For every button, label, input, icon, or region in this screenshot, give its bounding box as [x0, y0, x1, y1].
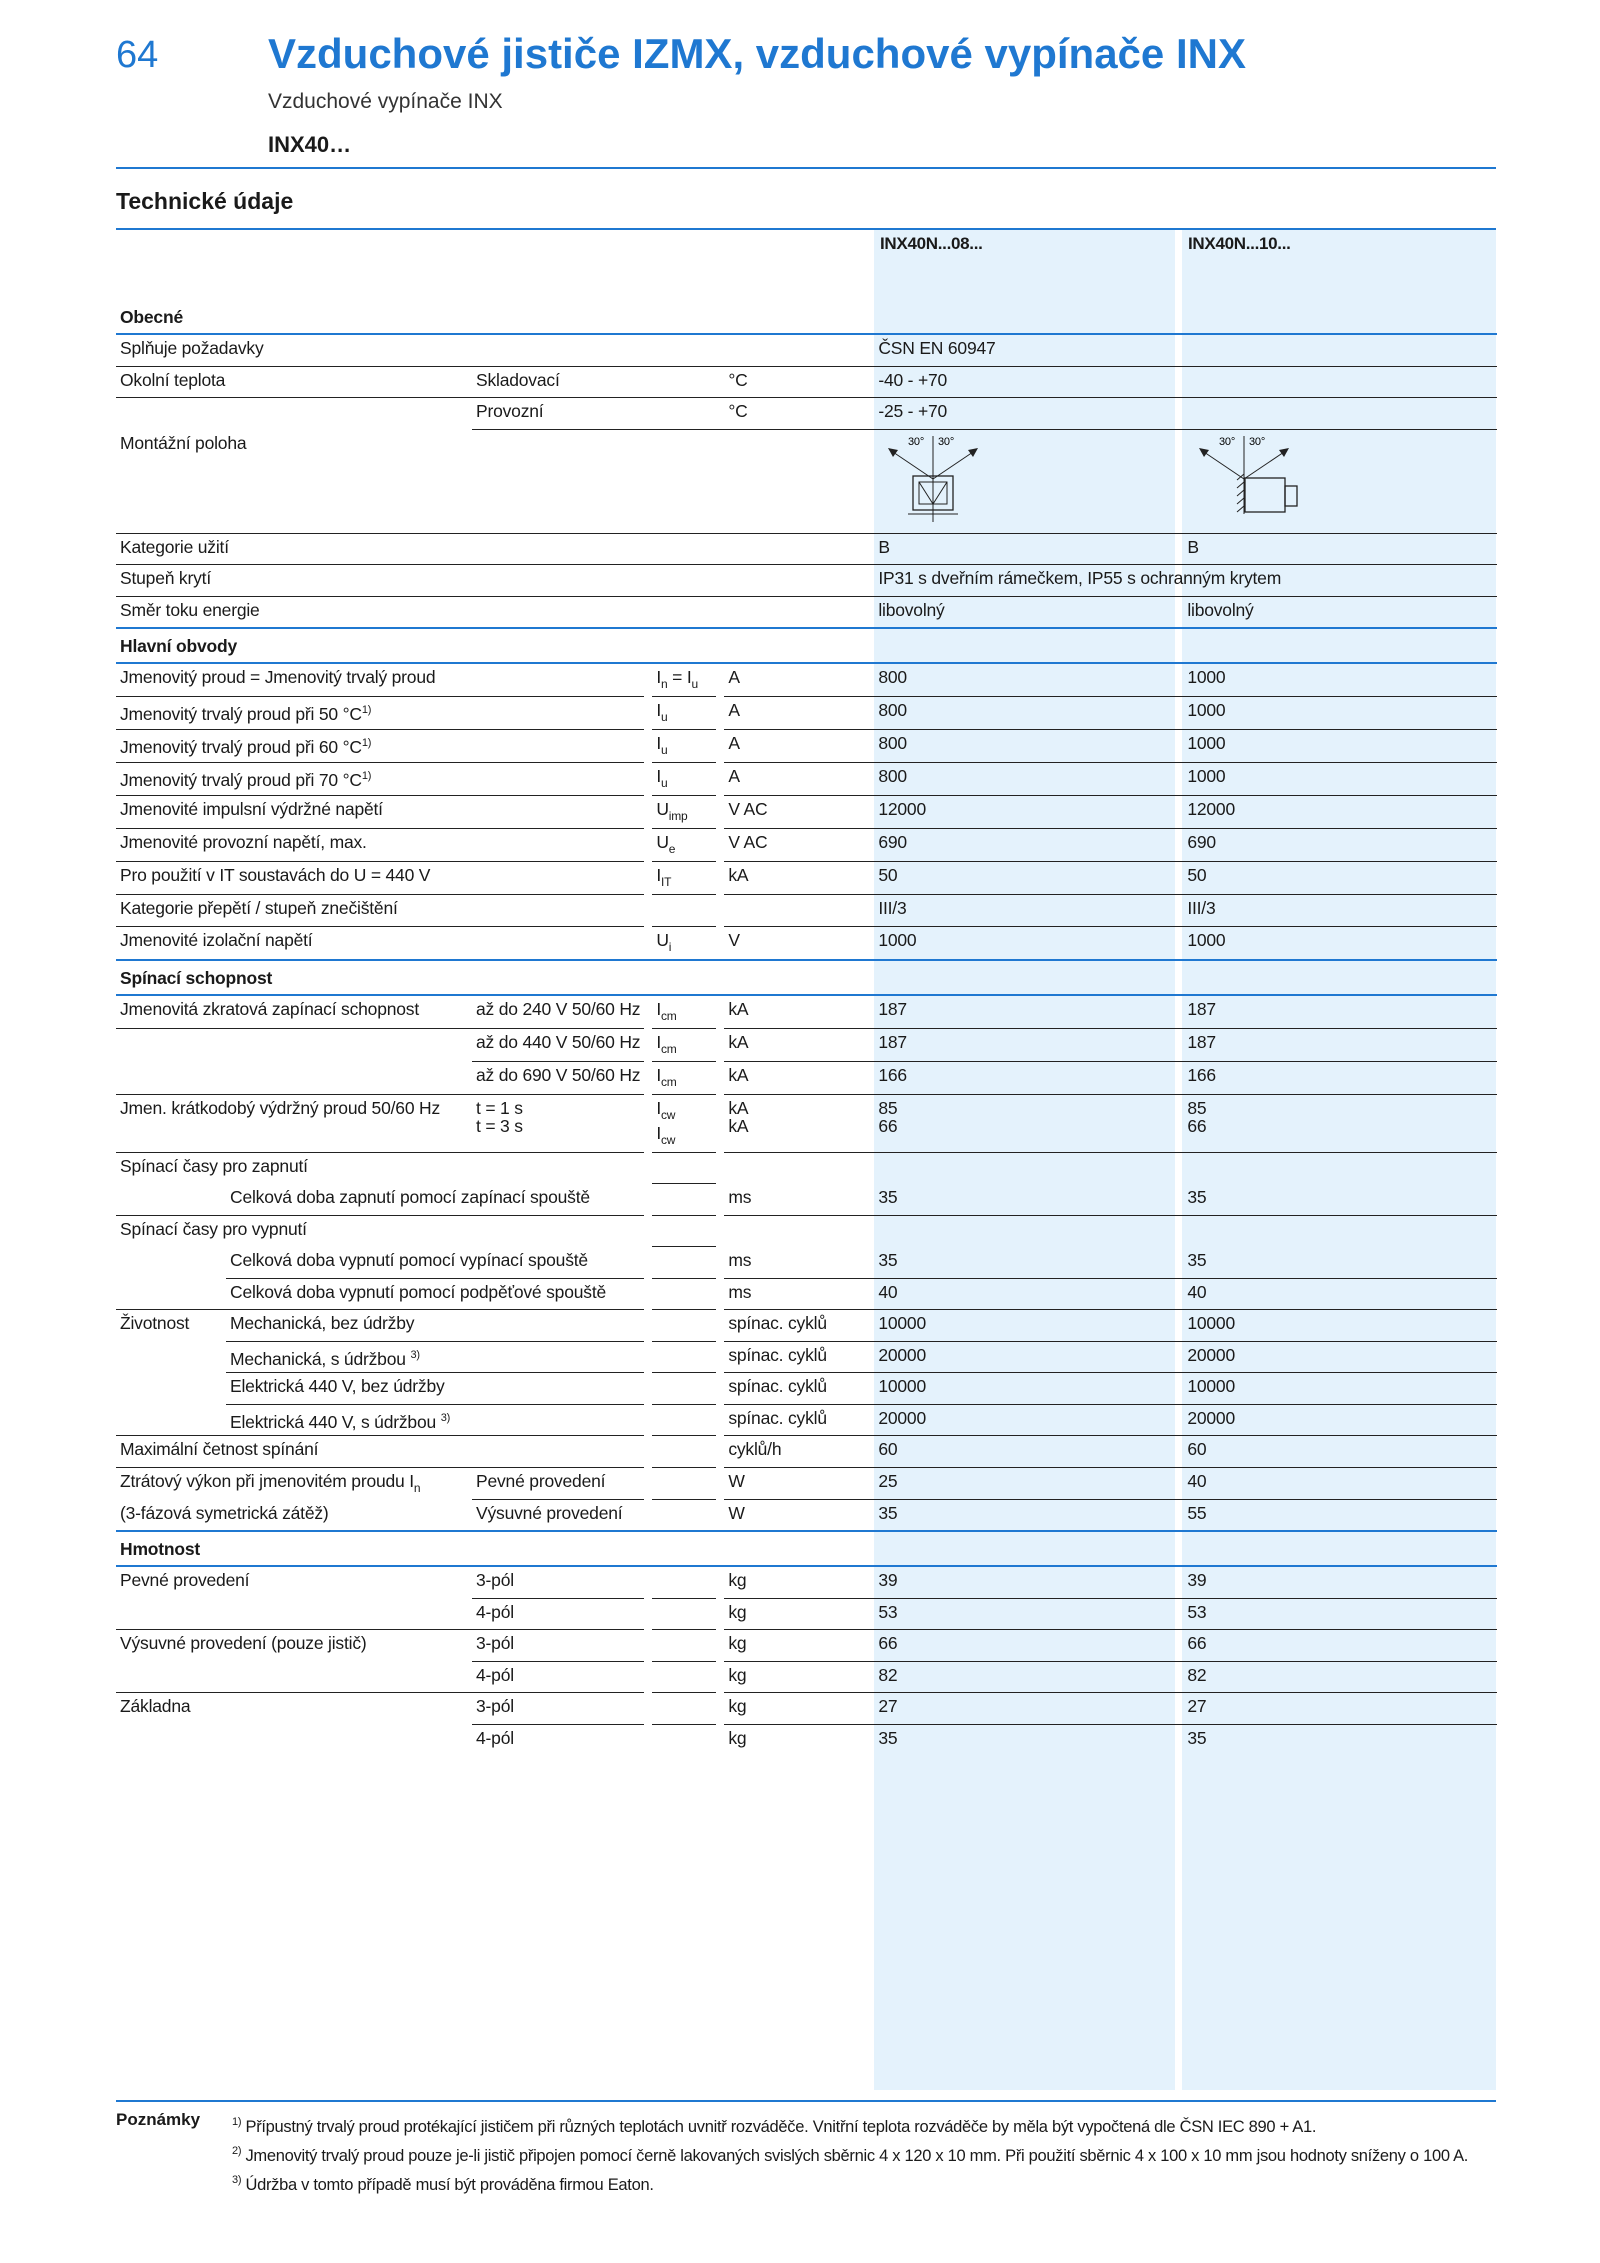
- value-cell: 1000: [1183, 763, 1497, 796]
- row-label: Celková doba vypnutí pomocí vypínací spouště: [226, 1247, 644, 1279]
- unit-cell: V: [728, 929, 740, 950]
- row-label: Kategorie přepětí / stupeň znečištění: [116, 895, 644, 927]
- value-cell: 66: [1183, 1630, 1497, 1662]
- table-row: [116, 1693, 1497, 1725]
- table-row: [116, 927, 1497, 959]
- value-cell: 187: [874, 1029, 1175, 1062]
- page-subtitle: Vzduchové vypínače INX: [268, 90, 503, 113]
- unit-cell: spínac. cyklů: [724, 1373, 864, 1405]
- value-cell: 20000: [1183, 1405, 1497, 1437]
- mounting-diagram-2: [1183, 430, 1497, 534]
- unit-cell: kg: [724, 1599, 864, 1631]
- table-row: [116, 1095, 1497, 1153]
- value-cell: 166: [1183, 1062, 1497, 1095]
- row-label: Celková doba zapnutí pomocí zapínací spouště: [226, 1184, 644, 1216]
- row-sublabel: Výsuvné provedení: [476, 1502, 623, 1523]
- symbol-cell: $U_{imp}$: [652, 796, 716, 829]
- header-divider: [116, 167, 1496, 169]
- unit-cell: A: [724, 697, 864, 730]
- value-cell: 82: [874, 1662, 1175, 1694]
- unit-cell: spínac. cyklů: [724, 1342, 864, 1374]
- page-title: Vzduchové jističe IZMX, vzduchové vypínače INX: [268, 30, 1246, 77]
- section-title: Technické údaje: [116, 188, 294, 214]
- table-row: [116, 1500, 1497, 1531]
- value-cell: 187: [874, 996, 1175, 1029]
- value-cell: III/3: [874, 895, 1175, 927]
- row-label: Jmen. krátkodobý výdržný proud 50/60 Hz: [116, 1095, 472, 1153]
- unit-cell: ms: [724, 1247, 864, 1279]
- table-row: [116, 1279, 1497, 1311]
- value-cell: -40 - +70: [874, 367, 1497, 399]
- value-cell: 35: [1187, 1727, 1207, 1748]
- value-cell: 50: [1183, 862, 1497, 895]
- table-row: [116, 1216, 1497, 1248]
- table-row: [116, 1153, 1497, 1185]
- group-heading: Obecné: [116, 300, 1497, 335]
- row-label: Splňuje požadavky: [116, 335, 874, 367]
- value-cell: 85 66: [1183, 1095, 1497, 1153]
- value-cell: ČSN EN 60947: [874, 335, 1497, 367]
- row-label: Stupeň krytí: [116, 565, 874, 597]
- value-cell: 35: [878, 1502, 898, 1523]
- unit-cell: spínac. cyklů: [724, 1310, 864, 1342]
- row-sublabel: Mechanická, bez údržby: [226, 1310, 644, 1342]
- unit-cell: spínac. cyklů: [724, 1405, 864, 1437]
- table-row: [116, 730, 1497, 763]
- row-label: Jmenovitá zkratová zapínací schopnost: [116, 996, 472, 1029]
- row-sublabel: 4-pól: [472, 1662, 644, 1694]
- table-row: [116, 1662, 1497, 1694]
- row-label: Kategorie užití: [116, 534, 874, 566]
- unit-cell: A: [724, 763, 864, 796]
- row-label: Montážní poloha: [116, 430, 874, 534]
- symbol-cell: $I_u$: [652, 730, 716, 763]
- unit-cell: W: [724, 1468, 864, 1500]
- row-sublabel: Elektrická 440 V, bez údržby: [226, 1373, 644, 1405]
- angle-right-label: 30°: [938, 435, 955, 448]
- value-cell: 10000: [1183, 1310, 1497, 1342]
- value-cell: 1000: [1183, 697, 1497, 730]
- symbol-cell: [652, 895, 716, 927]
- value-cell: 35: [878, 1727, 898, 1748]
- unit-cell: A: [724, 664, 864, 697]
- row-label: Celková doba vypnutí pomocí podpěťové spouště: [226, 1279, 644, 1311]
- table-row: [116, 796, 1497, 829]
- unit-cell: kA: [724, 1029, 864, 1062]
- value-cell: 10000: [1183, 1373, 1497, 1405]
- value-cell: 66: [874, 1630, 1175, 1662]
- group-heading: Spínací schopnost: [116, 959, 1497, 996]
- symbol-cell: $I_{cm}$: [652, 996, 716, 1029]
- row-label: Jmenovitý trvalý proud při 70 $^\circ C^{1)}$: [116, 763, 644, 796]
- value-cell: 35: [874, 1247, 1175, 1279]
- value-cell: 1000: [1183, 664, 1497, 697]
- value-cell: 10000: [874, 1310, 1175, 1342]
- table-row: [116, 565, 1497, 597]
- table-row: [116, 1342, 1497, 1374]
- unit-cell: °C: [724, 398, 864, 430]
- unit-cell: W: [728, 1502, 745, 1523]
- row-label: Jmenovitý trvalý proud při 50 $^\circ C^{1)}$: [116, 697, 644, 730]
- table-row: [116, 1373, 1497, 1405]
- footnote-2: $^{2)}$ Jmenovitý trvalý proud pouze je-li jistič připojen pomocí černě lakovaných svislých sběrnic 4 x 120 x 10 mm. Při použití sběrnic 4 x 100 x 10 mm jsou hodnoty sníženy o 100 A.: [232, 2145, 1469, 2165]
- table-row: [116, 895, 1497, 927]
- value-cell: 53: [1183, 1599, 1497, 1631]
- row-sublabel: 3-pól: [472, 1567, 644, 1599]
- row-sublabel: až do 690 V 50/60 Hz: [472, 1062, 644, 1095]
- table-row: [116, 335, 1497, 367]
- row-sublabel: 4-pól: [472, 1599, 644, 1631]
- table-row: [116, 829, 1497, 862]
- table-row: [116, 1184, 1497, 1216]
- unit-cell: kg: [728, 1727, 747, 1748]
- value-cell: 166: [874, 1062, 1175, 1095]
- symbol-cell: $I_{IT}$: [652, 862, 716, 895]
- row-label: Směr toku energie: [120, 599, 260, 620]
- row-label: Jmenovité impulsní výdržné napětí: [116, 796, 644, 829]
- row-label: Spínací časy pro vypnutí: [120, 1218, 307, 1239]
- value-cell: 50: [874, 862, 1175, 895]
- mounting-position-icon: [1187, 434, 1327, 526]
- unit-cell: kg: [724, 1630, 864, 1662]
- value-cell: -25 - +70: [874, 398, 1497, 430]
- value-cell: 35: [874, 1184, 1175, 1216]
- unit-cell: kA: [724, 1062, 864, 1095]
- table-row: [116, 862, 1497, 895]
- value-cell: 27: [1183, 1693, 1497, 1725]
- row-sublabel: 3-pól: [472, 1693, 644, 1725]
- footnote-list: [232, 2110, 1468, 2197]
- group-heading: Hlavní obvody: [116, 627, 1497, 664]
- value-cell: B: [1183, 534, 1497, 566]
- table-row: [116, 763, 1497, 796]
- unit-cell: V AC: [724, 829, 864, 862]
- row-label: Maximální četnost spínání: [116, 1436, 644, 1468]
- symbol-cell: $U_e$: [652, 829, 716, 862]
- group-row: [116, 627, 1497, 664]
- unit-cell: kg: [724, 1693, 864, 1725]
- value-cell: 690: [874, 829, 1175, 862]
- value-cell: 35: [1183, 1184, 1497, 1216]
- table-row: [116, 1468, 1497, 1500]
- symbol-cell: $I_u$: [652, 697, 716, 730]
- row-label: Jmenovité izolační napětí: [120, 929, 313, 950]
- table-row: [116, 1630, 1497, 1662]
- row-sublabel: Skladovací: [472, 367, 724, 399]
- value-cell: libovolný: [1187, 599, 1254, 620]
- table-row: [116, 430, 1497, 534]
- row-label: Výsuvné provedení (pouze jistič): [120, 1633, 367, 1653]
- value-cell: 1000: [1187, 929, 1226, 950]
- unit-cell: cyklů/h: [724, 1436, 864, 1468]
- row-sublabel: Pevné provedení: [472, 1468, 644, 1500]
- value-cell: 20000: [1183, 1342, 1497, 1374]
- table-row: [116, 697, 1497, 730]
- angle-left-label: 30°: [1219, 435, 1236, 448]
- mounting-position-icon: [878, 434, 998, 526]
- row-label: Základna: [120, 1696, 191, 1716]
- table-row: [116, 534, 1497, 566]
- value-cell: 800: [874, 730, 1175, 763]
- unit-cell: kg: [724, 1662, 864, 1694]
- table-row: [116, 1029, 1497, 1062]
- value-cell: B: [874, 534, 1175, 566]
- footnote-1: $^{1)}$ Přípustný trvalý proud protékající jističem při různých teplotách uvnitř rozváděče. Vnitřní teplota rozváděče by měla být vypočtená dle ČSN IEC 890 + A1.: [232, 2116, 1317, 2136]
- value-cell: 40: [1183, 1468, 1497, 1500]
- row-label: Pevné provedení: [120, 1570, 250, 1590]
- unit-cell: ms: [724, 1279, 864, 1311]
- group-heading: Hmotnost: [116, 1530, 1497, 1567]
- row-label: Jmenovité provozní napětí, max.: [116, 829, 644, 862]
- value-cell: 187: [1183, 1029, 1497, 1062]
- technical-data-table: [116, 300, 1497, 1755]
- row-label: Jmenovitý proud = Jmenovitý trvalý proud: [116, 664, 644, 697]
- column-header-2: INX40N...10...: [1188, 234, 1291, 253]
- value-cell: 1000: [1183, 730, 1497, 763]
- table-row: [116, 597, 1497, 628]
- value-cell: 800: [874, 763, 1175, 796]
- table-row: [116, 1567, 1497, 1599]
- table-row: [116, 1062, 1497, 1095]
- value-cell: 187: [1183, 996, 1497, 1029]
- unit-cell: kg: [724, 1567, 864, 1599]
- table-row: [116, 398, 1497, 430]
- table-row: [116, 1725, 1497, 1756]
- table-row: [116, 996, 1497, 1029]
- row-sublabel: 3-pól: [472, 1630, 644, 1662]
- value-cell: 12000: [874, 796, 1175, 829]
- row-sublabel: až do 240 V 50/60 Hz: [472, 996, 644, 1029]
- value-cell: 82: [1183, 1662, 1497, 1694]
- value-cell: 25: [874, 1468, 1175, 1500]
- value-cell: 85 66: [874, 1095, 1175, 1153]
- footnotes: [116, 2100, 1496, 2194]
- symbol-cell: $I_{cm}$: [652, 1029, 716, 1062]
- value-cell: 10000: [874, 1373, 1175, 1405]
- footnote-3: $^{3)}$ Údržba v tomto případě musí být prováděna firmou Eaton.: [232, 2174, 654, 2194]
- value-cell: 60: [874, 1436, 1175, 1468]
- unit-cell: ms: [724, 1184, 864, 1216]
- value-cell: 39: [1183, 1567, 1497, 1599]
- table-row: [116, 664, 1497, 697]
- table-row: [116, 1599, 1497, 1631]
- group-row: [116, 300, 1497, 335]
- table-row: [116, 1405, 1497, 1437]
- symbol-cell: $U_i$: [656, 929, 672, 954]
- unit-cell: kA: [724, 996, 864, 1029]
- column-header-1: INX40N...08...: [880, 234, 983, 253]
- value-cell: 40: [874, 1279, 1175, 1311]
- value-cell: 40: [1183, 1279, 1497, 1311]
- value-cell: 60: [1183, 1436, 1497, 1468]
- group-row: [116, 959, 1497, 996]
- symbol-cell: $I_{cm}$: [652, 1062, 716, 1095]
- model-name: INX40…: [268, 132, 352, 157]
- unit-cell: A: [724, 730, 864, 763]
- symbol-cell: $I_n = I_u$: [652, 664, 716, 697]
- value-cell: libovolný: [878, 599, 945, 620]
- footnotes-label: Poznámky: [116, 2110, 201, 2129]
- value-cell: 35: [1183, 1247, 1497, 1279]
- row-sublabel: Elektrická 440 V, s údržbou $^{3)}$: [226, 1405, 644, 1437]
- unit-cell: [724, 895, 864, 927]
- value-cell: 690: [1183, 829, 1497, 862]
- value-cell: III/3: [1183, 895, 1497, 927]
- row-label: Okolní teplota: [116, 367, 472, 399]
- row-sublabel: Mechanická, s údržbou $^{3)}$: [226, 1342, 644, 1374]
- row-sublabel: t = 1 s t = 3 s: [472, 1095, 644, 1153]
- page-number: 64: [116, 34, 159, 76]
- value-cell: 53: [874, 1599, 1175, 1631]
- angle-left-label: 30°: [908, 435, 925, 448]
- table-row: [116, 367, 1497, 399]
- value-cell: 39: [874, 1567, 1175, 1599]
- value-cell: 55: [1187, 1502, 1207, 1523]
- symbol-cell: $I_u$: [652, 763, 716, 796]
- row-label: Životnost: [120, 1313, 190, 1333]
- symbol-cell: $I_{cw}$ $I_{cw}$: [652, 1095, 716, 1153]
- value-cell: IP31 s dveřním rámečkem, IP55 s ochranným krytem: [874, 565, 1497, 597]
- table-row: [116, 1247, 1497, 1279]
- group-row: [116, 1530, 1497, 1567]
- row-label: Pro použití v IT soustavách do U = 440 V: [116, 862, 644, 895]
- mounting-diagram-1: [874, 430, 1175, 534]
- value-cell: 800: [874, 664, 1175, 697]
- value-cell: 20000: [874, 1405, 1175, 1437]
- table-row: [116, 1310, 1497, 1342]
- row-sublabel: Provozní: [472, 398, 724, 430]
- value-cell: 27: [874, 1693, 1175, 1725]
- row-sublabel: 4-pól: [476, 1727, 514, 1748]
- value-cell: 12000: [1183, 796, 1497, 829]
- row-label: Spínací časy pro zapnutí: [120, 1155, 308, 1176]
- row-sublabel: až do 440 V 50/60 Hz: [472, 1029, 644, 1062]
- row-label: Ztrátový výkon při jmenovitém proudu $I_n$: [120, 1470, 421, 1495]
- unit-cell: °C: [724, 367, 864, 399]
- unit-cell: kA kA: [724, 1095, 864, 1153]
- value-cell: 1000: [878, 929, 917, 950]
- row-label: Jmenovitý trvalý proud při 60 $^\circ C^{1)}$: [116, 730, 644, 763]
- unit-cell: V AC: [724, 796, 864, 829]
- table-row: [116, 1436, 1497, 1468]
- unit-cell: kA: [724, 862, 864, 895]
- value-cell: 800: [874, 697, 1175, 730]
- angle-right-label: 30°: [1249, 435, 1266, 448]
- value-cell: 20000: [874, 1342, 1175, 1374]
- row-label: (3-fázová symetrická zátěž): [120, 1502, 329, 1523]
